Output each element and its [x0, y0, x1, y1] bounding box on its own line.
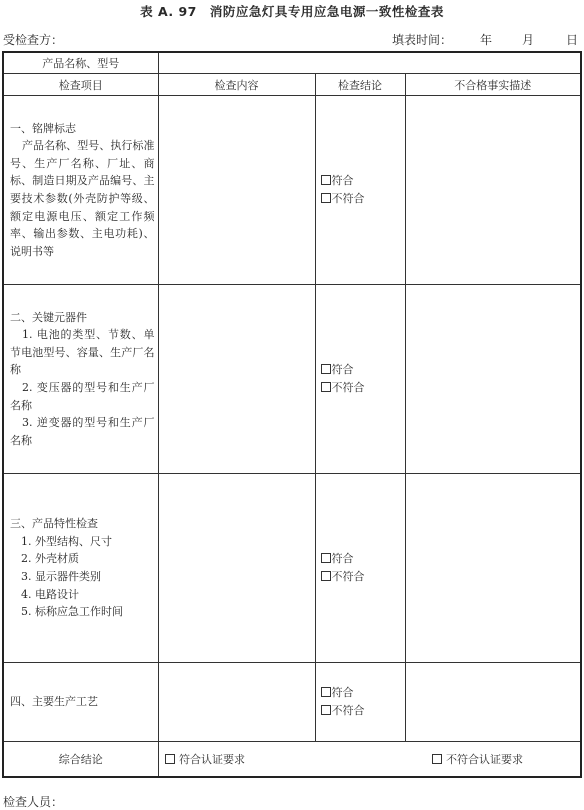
nonconformity-cell[interactable]	[405, 96, 581, 285]
summary-fail-option[interactable]: 不符合认证要求	[432, 753, 524, 766]
checkbox[interactable]	[321, 571, 331, 581]
pass-option[interactable]: 符合	[321, 172, 405, 190]
item-key-components	[3, 285, 158, 474]
content-cell[interactable]	[158, 96, 315, 285]
item-line: 5. 标称应急工作时间	[21, 605, 123, 619]
column-header-item: 检查项目	[3, 74, 158, 96]
summary-row	[3, 742, 581, 778]
table-row-key-components	[3, 285, 581, 474]
item-line: 4. 电路设计	[21, 587, 79, 601]
item-production-process	[3, 663, 158, 742]
content-cell[interactable]	[158, 663, 315, 742]
product-row	[3, 52, 581, 74]
column-header-nonconformity: 不合格事实描述	[405, 74, 581, 96]
content-cell[interactable]	[158, 474, 315, 663]
checkbox[interactable]	[432, 754, 442, 764]
checkbox[interactable]	[321, 687, 331, 697]
nonconformity-cell[interactable]	[405, 474, 581, 663]
pass-option[interactable]: 符合	[321, 684, 405, 702]
inspection-table	[2, 51, 582, 778]
fail-option[interactable]: 不符合	[321, 190, 405, 208]
checkbox[interactable]	[321, 382, 331, 392]
year-label: 年	[479, 33, 492, 47]
fail-option[interactable]: 不符合	[321, 702, 405, 720]
summary-pass-option[interactable]: 符合认证要求	[165, 753, 246, 766]
item-line: 2. 变压器的型号和生产厂名称	[10, 381, 155, 412]
column-header-conclusion: 检查结论	[315, 74, 405, 96]
conclusion-cell	[315, 96, 405, 285]
fill-time-field	[392, 31, 578, 48]
checkbox[interactable]	[165, 754, 175, 764]
nonconformity-cell[interactable]	[405, 663, 581, 742]
checkbox[interactable]	[321, 175, 331, 185]
pass-option[interactable]: 符合	[321, 361, 405, 379]
page-title: 表 A. 97 消防应急灯具专用应急电源一致性检查表	[140, 4, 444, 19]
item-heading: 四、主要生产工艺	[10, 695, 98, 709]
table-row-product-characteristics	[3, 474, 581, 663]
item-line: 3. 显示器件类别	[21, 570, 101, 583]
content-cell[interactable]	[158, 285, 315, 474]
checkbox[interactable]	[321, 705, 331, 715]
fail-option[interactable]: 不符合	[321, 379, 405, 397]
item-line: 2. 外壳材质	[21, 552, 79, 566]
pass-option[interactable]: 符合	[321, 550, 405, 568]
item-nameplate	[3, 96, 158, 285]
item-heading: 一、铭牌标志	[10, 121, 76, 135]
product-name-label: 产品名称、型号	[3, 52, 158, 74]
conclusion-cell	[315, 474, 405, 663]
conclusion-cell	[315, 285, 405, 474]
conclusion-cell	[315, 663, 405, 742]
item-product-characteristics	[3, 474, 158, 663]
item-heading: 三、产品特性检查	[10, 517, 98, 531]
checkbox[interactable]	[321, 364, 331, 374]
summary-options	[158, 742, 581, 778]
column-header-row	[3, 74, 581, 96]
table-row-nameplate	[3, 96, 581, 285]
fill-time-label: 填表时间：	[391, 33, 452, 47]
fail-option[interactable]: 不符合	[321, 568, 405, 586]
nonconformity-cell[interactable]	[405, 285, 581, 474]
month-label: 月	[521, 33, 534, 47]
summary-label: 综合结论	[3, 742, 158, 778]
table-row-production-process	[3, 663, 581, 742]
checkbox[interactable]	[321, 193, 331, 203]
item-line: 3. 逆变器的型号和生产厂名称	[10, 416, 155, 447]
item-heading: 二、关键元器件	[10, 310, 87, 324]
inspected-party-label: 受检查方：	[3, 33, 64, 47]
day-label: 日	[565, 33, 578, 47]
product-name-field[interactable]	[158, 52, 581, 74]
checkbox[interactable]	[321, 553, 331, 563]
item-line: 1. 电池的类型、节数、单节电池型号、容量、生产厂名称	[10, 328, 155, 377]
item-line: 1. 外型结构、尺寸	[21, 534, 112, 548]
column-header-content: 检查内容	[158, 74, 315, 96]
item-line: 产品名称、型号、执行标准号、生产厂名称、厂址、商标、制造日期及产品编号、主要技术参数(外壳防护等级、额定电源电压、额定工作频率、输出参数、主电功耗)、说明书等	[10, 139, 155, 258]
inspector-label: 检查人员：	[3, 795, 64, 809]
